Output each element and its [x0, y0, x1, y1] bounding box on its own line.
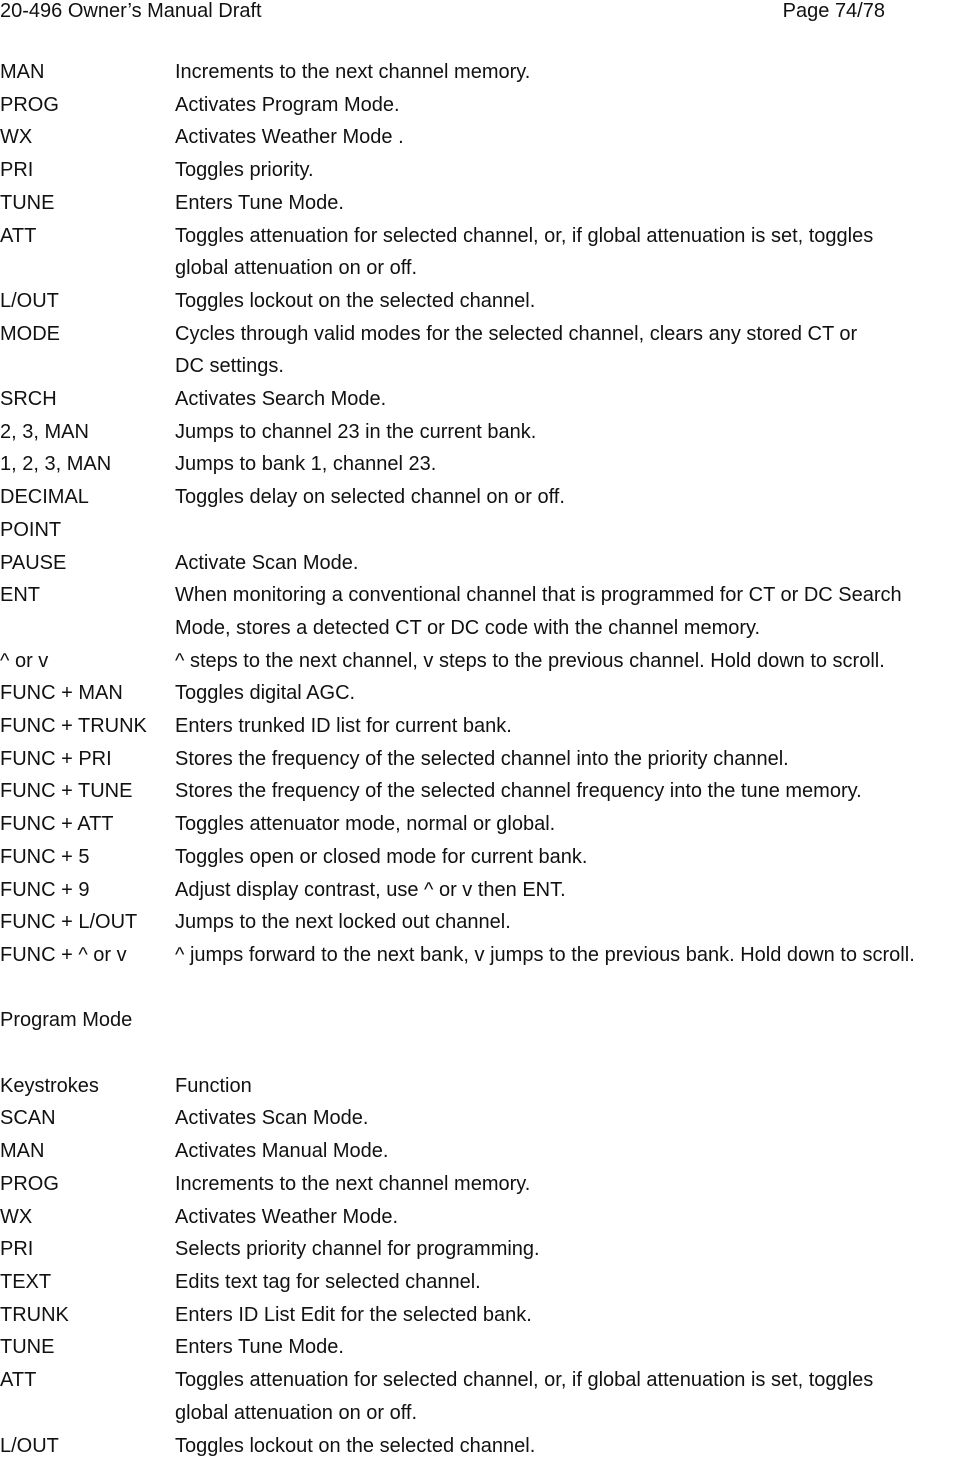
function-description: Stores the frequency of the selected channel frequency into the tune memory.: [175, 775, 973, 808]
keystroke: 1, 2, 3, MAN: [0, 448, 175, 481]
keystroke: PROG: [0, 89, 175, 122]
keystroke: PROG: [0, 1168, 175, 1201]
table-row: [0, 939, 973, 972]
section-heading-program-mode: Program Mode: [0, 1004, 973, 1037]
table-row: [0, 1331, 973, 1364]
function-description: Toggles digital AGC.: [175, 677, 973, 710]
keystroke-continued: POINT: [0, 514, 175, 547]
table-row: [0, 710, 973, 743]
function-description: Jumps to bank 1, channel 23.: [175, 448, 973, 481]
keystroke: FUNC + PRI: [0, 743, 175, 776]
table-row-continuation: [0, 1397, 973, 1430]
table-row: [0, 547, 973, 580]
keystroke: MAN: [0, 1135, 175, 1168]
keystroke: FUNC + L/OUT: [0, 906, 175, 939]
table-row: [0, 906, 973, 939]
keystroke: FUNC + 5: [0, 841, 175, 874]
table-row: [0, 808, 973, 841]
table-row: [0, 1168, 973, 1201]
keystroke: ATT: [0, 220, 175, 253]
keystroke: FUNC + TUNE: [0, 775, 175, 808]
keystroke: L/OUT: [0, 285, 175, 318]
document-title: 20-496 Owner’s Manual Draft: [0, 0, 262, 22]
keystroke: TUNE: [0, 1331, 175, 1364]
table-row: [0, 1299, 973, 1332]
table-row: [0, 187, 973, 220]
function-description: Toggles attenuator mode, normal or global.: [175, 808, 973, 841]
keystroke: 2, 3, MAN: [0, 416, 175, 449]
keystroke: ATT: [0, 1364, 175, 1397]
keystroke: SCAN: [0, 1102, 175, 1135]
function-description: Toggles lockout on the selected channel.: [175, 285, 973, 318]
table-row: [0, 318, 973, 351]
keystroke: MAN: [0, 56, 175, 89]
keystroke: FUNC + TRUNK: [0, 710, 175, 743]
function-description: Stores the frequency of the selected channel into the priority channel.: [175, 743, 973, 776]
function-description: Activates Weather Mode .: [175, 121, 973, 154]
function-description: Adjust display contrast, use ^ or v then ENT.: [175, 874, 973, 907]
table-row: [0, 154, 973, 187]
function-description: Enters Tune Mode.: [175, 1331, 973, 1364]
table-row-continuation: [0, 612, 973, 645]
function-description: Toggles attenuation for selected channel, or, if global attenuation is set, toggles: [175, 220, 973, 253]
function-description: Jumps to channel 23 in the current bank.: [175, 416, 973, 449]
keystroke: DECIMAL: [0, 481, 175, 514]
table-row: [0, 743, 973, 776]
manual-content: [0, 56, 973, 1462]
table-row: [0, 874, 973, 907]
function-description: Toggles priority.: [175, 154, 973, 187]
table-row: [0, 416, 973, 449]
table-row: [0, 841, 973, 874]
table-row: [0, 775, 973, 808]
column-header-function: Function: [175, 1070, 973, 1103]
function-description: Edits text tag for selected channel.: [175, 1266, 973, 1299]
function-description: Toggles delay on selected channel on or off.: [175, 481, 973, 514]
function-description-continued: DC settings.: [175, 350, 973, 383]
table-row: [0, 285, 973, 318]
function-description: Activates Search Mode.: [175, 383, 973, 416]
keystroke: SRCH: [0, 383, 175, 416]
function-description: Increments to the next channel memory.: [175, 1168, 973, 1201]
keystroke: FUNC + MAN: [0, 677, 175, 710]
table-row: [0, 1364, 973, 1397]
function-description: Activate Scan Mode.: [175, 547, 973, 580]
function-description: Enters Tune Mode.: [175, 187, 973, 220]
function-description: Jumps to the next locked out channel.: [175, 906, 973, 939]
table-row: [0, 1430, 973, 1462]
keystroke: WX: [0, 1201, 175, 1234]
function-description: Activates Scan Mode.: [175, 1102, 973, 1135]
table-row: [0, 579, 973, 612]
table-row: [0, 1266, 973, 1299]
function-description: Increments to the next channel memory.: [175, 56, 973, 89]
function-description: Activates Program Mode.: [175, 89, 973, 122]
table-row: [0, 220, 973, 253]
keystroke: MODE: [0, 318, 175, 351]
keystroke: PRI: [0, 154, 175, 187]
page-number: Page 74/78: [783, 0, 885, 22]
page-header: [0, 0, 885, 24]
function-description: Toggles open or closed mode for current bank.: [175, 841, 973, 874]
table-row: [0, 1201, 973, 1234]
function-description-continued: global attenuation on or off.: [175, 1397, 973, 1430]
scan-mode-keystroke-table: [0, 56, 973, 972]
table-row: [0, 645, 973, 678]
keystroke: WX: [0, 121, 175, 154]
table-row: [0, 448, 973, 481]
function-description: Activates Weather Mode.: [175, 1201, 973, 1234]
function-description: ^ jumps forward to the next bank, v jumps to the previous bank. Hold down to scroll.: [175, 939, 973, 972]
table-row: [0, 1233, 973, 1266]
function-description: Toggles lockout on the selected channel.: [175, 1430, 973, 1462]
function-description: Activates Manual Mode.: [175, 1135, 973, 1168]
function-description: Enters ID List Edit for the selected bank.: [175, 1299, 973, 1332]
keystroke: TEXT: [0, 1266, 175, 1299]
keystroke: FUNC + ^ or v: [0, 939, 175, 972]
keystroke: FUNC + ATT: [0, 808, 175, 841]
table-row-continuation: [0, 252, 973, 285]
function-description-continued: global attenuation on or off.: [175, 252, 973, 285]
function-description: Cycles through valid modes for the selected channel, clears any stored CT or: [175, 318, 973, 351]
table-row: [0, 1135, 973, 1168]
table-row: [0, 383, 973, 416]
function-description: Enters trunked ID list for current bank.: [175, 710, 973, 743]
function-description-continued: Mode, stores a detected CT or DC code with the channel memory.: [175, 612, 973, 645]
table-row: [0, 481, 973, 514]
keystroke: PRI: [0, 1233, 175, 1266]
table-row: [0, 56, 973, 89]
table-row: [0, 677, 973, 710]
table-row: [0, 1102, 973, 1135]
function-description: ^ steps to the next channel, v steps to the previous channel. Hold down to scroll.: [175, 645, 973, 678]
keystroke: TRUNK: [0, 1299, 175, 1332]
program-mode-keystroke-table: [0, 1070, 973, 1462]
table-row: [0, 121, 973, 154]
table-header-row: [0, 1070, 973, 1103]
table-row-continuation: [0, 514, 973, 547]
keystroke: L/OUT: [0, 1430, 175, 1462]
function-description: When monitoring a conventional channel that is programmed for CT or DC Search: [175, 579, 973, 612]
table-row-continuation: [0, 350, 973, 383]
function-description: Toggles attenuation for selected channel, or, if global attenuation is set, toggles: [175, 1364, 973, 1397]
keystroke: ENT: [0, 579, 175, 612]
table-row: [0, 89, 973, 122]
column-header-keystrokes: Keystrokes: [0, 1070, 175, 1103]
keystroke: TUNE: [0, 187, 175, 220]
keystroke: ^ or v: [0, 645, 175, 678]
function-description: Selects priority channel for programming.: [175, 1233, 973, 1266]
keystroke: PAUSE: [0, 547, 175, 580]
keystroke: FUNC + 9: [0, 874, 175, 907]
